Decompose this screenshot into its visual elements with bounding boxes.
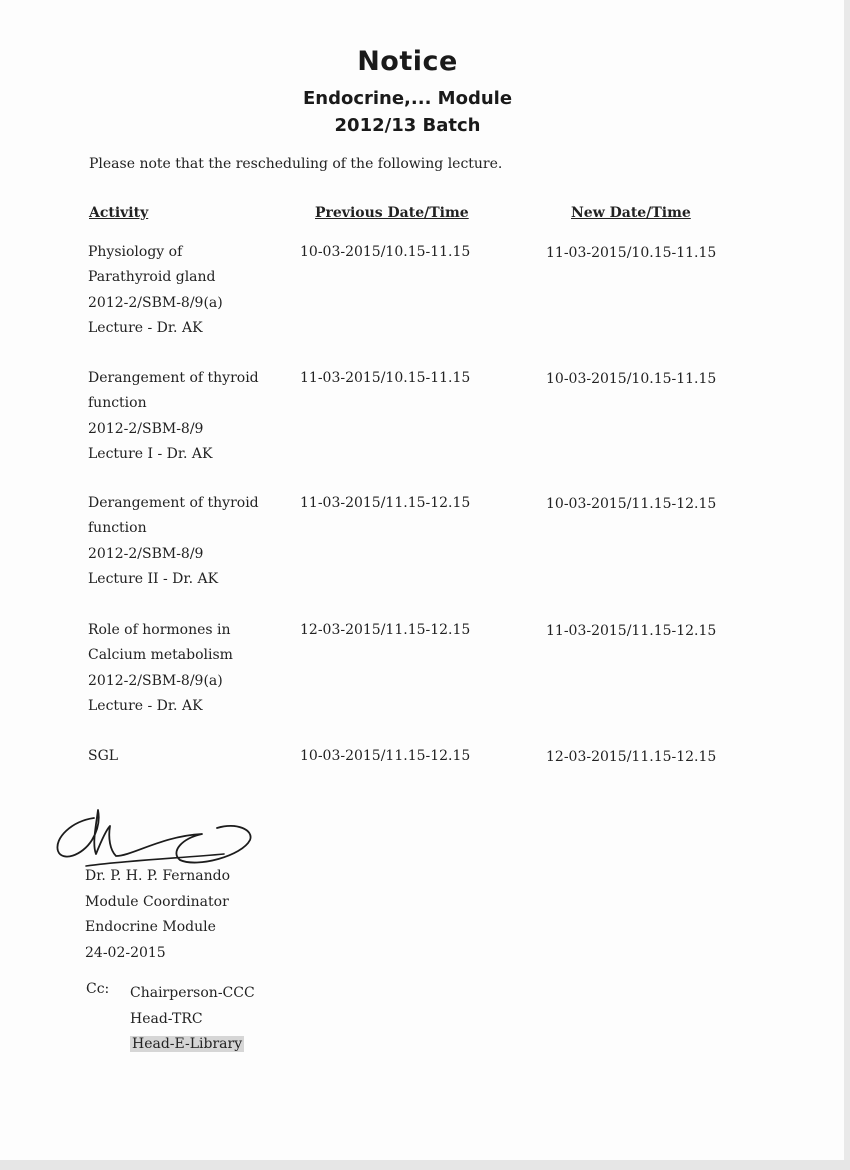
activity-line: Lecture - Dr. AK — [88, 319, 203, 336]
notice-title: Notice — [357, 46, 458, 77]
activity-line: 2012-2/SBM-8/9(a) — [88, 672, 223, 689]
new-datetime: 10-03-2015/10.15-11.15 — [546, 371, 717, 387]
activity-line: Lecture II - Dr. AK — [88, 570, 219, 587]
header-activity: Activity — [89, 205, 149, 221]
previous-datetime: 10-03-2015/11.15-12.15 — [300, 748, 471, 764]
activity-line: 2012-2/SBM-8/9(a) — [88, 294, 223, 311]
cc-recipient — [130, 1032, 255, 1058]
module-name: Endocrine,... Module — [302, 88, 513, 109]
activity-line: 2012-2/SBM-8/9 — [88, 545, 204, 562]
activity-line: Derangement of thyroid — [88, 370, 259, 386]
activity-cell — [88, 618, 288, 719]
cc-recipient: Head-TRC — [130, 1010, 203, 1027]
intro-text: Please note that the rescheduling of the following lecture. — [89, 156, 503, 172]
new-datetime: 11-03-2015/10.15-11.15 — [546, 245, 717, 261]
activity-line: Role of hormones in — [88, 622, 231, 638]
activity-line: SGL — [88, 748, 119, 764]
previous-datetime: 11-03-2015/11.15-12.15 — [300, 495, 471, 511]
previous-datetime: 12-03-2015/11.15-12.15 — [300, 622, 471, 638]
activity-line: Calcium metabolism — [88, 647, 233, 664]
activity-line: Lecture - Dr. AK — [88, 697, 203, 714]
scan-edge-bottom — [0, 1160, 850, 1170]
signatory-dept: Endocrine Module — [85, 919, 216, 935]
activity-line: function — [88, 520, 147, 537]
new-datetime: 11-03-2015/11.15-12.15 — [546, 623, 717, 639]
activity-cell — [88, 744, 288, 769]
new-datetime: 10-03-2015/11.15-12.15 — [546, 496, 717, 512]
signatory-role: Module Coordinator — [85, 893, 229, 910]
signatory-date: 24-02-2015 — [85, 944, 166, 961]
activity-line: Parathyroid gland — [88, 269, 216, 286]
activity-line: Physiology of — [88, 244, 183, 260]
header-previous: Previous Date/Time — [315, 205, 469, 221]
signatory-block — [85, 864, 230, 966]
cc-list — [130, 981, 255, 1058]
activity-line: Derangement of thyroid — [88, 495, 259, 511]
previous-datetime: 11-03-2015/10.15-11.15 — [300, 370, 471, 386]
activity-line: function — [88, 395, 147, 412]
activity-cell — [88, 240, 288, 341]
new-datetime: 12-03-2015/11.15-12.15 — [546, 749, 717, 765]
previous-datetime: 10-03-2015/10.15-11.15 — [300, 244, 471, 260]
cc-recipient-highlighted: Head-E-Library — [132, 1036, 243, 1052]
activity-line: Lecture I - Dr. AK — [88, 445, 213, 462]
activity-cell — [88, 491, 288, 592]
activity-line: 2012-2/SBM-8/9 — [88, 420, 204, 437]
header-new: New Date/Time — [571, 205, 691, 221]
activity-cell — [88, 366, 288, 467]
cc-recipient: Chairperson-CCC — [130, 985, 255, 1001]
signatory-name: Dr. P. H. P. Fernando — [85, 868, 231, 884]
scan-edge-right — [844, 0, 850, 1170]
cc-label: Cc: — [86, 981, 110, 997]
batch-name: 2012/13 Batch — [334, 115, 481, 136]
